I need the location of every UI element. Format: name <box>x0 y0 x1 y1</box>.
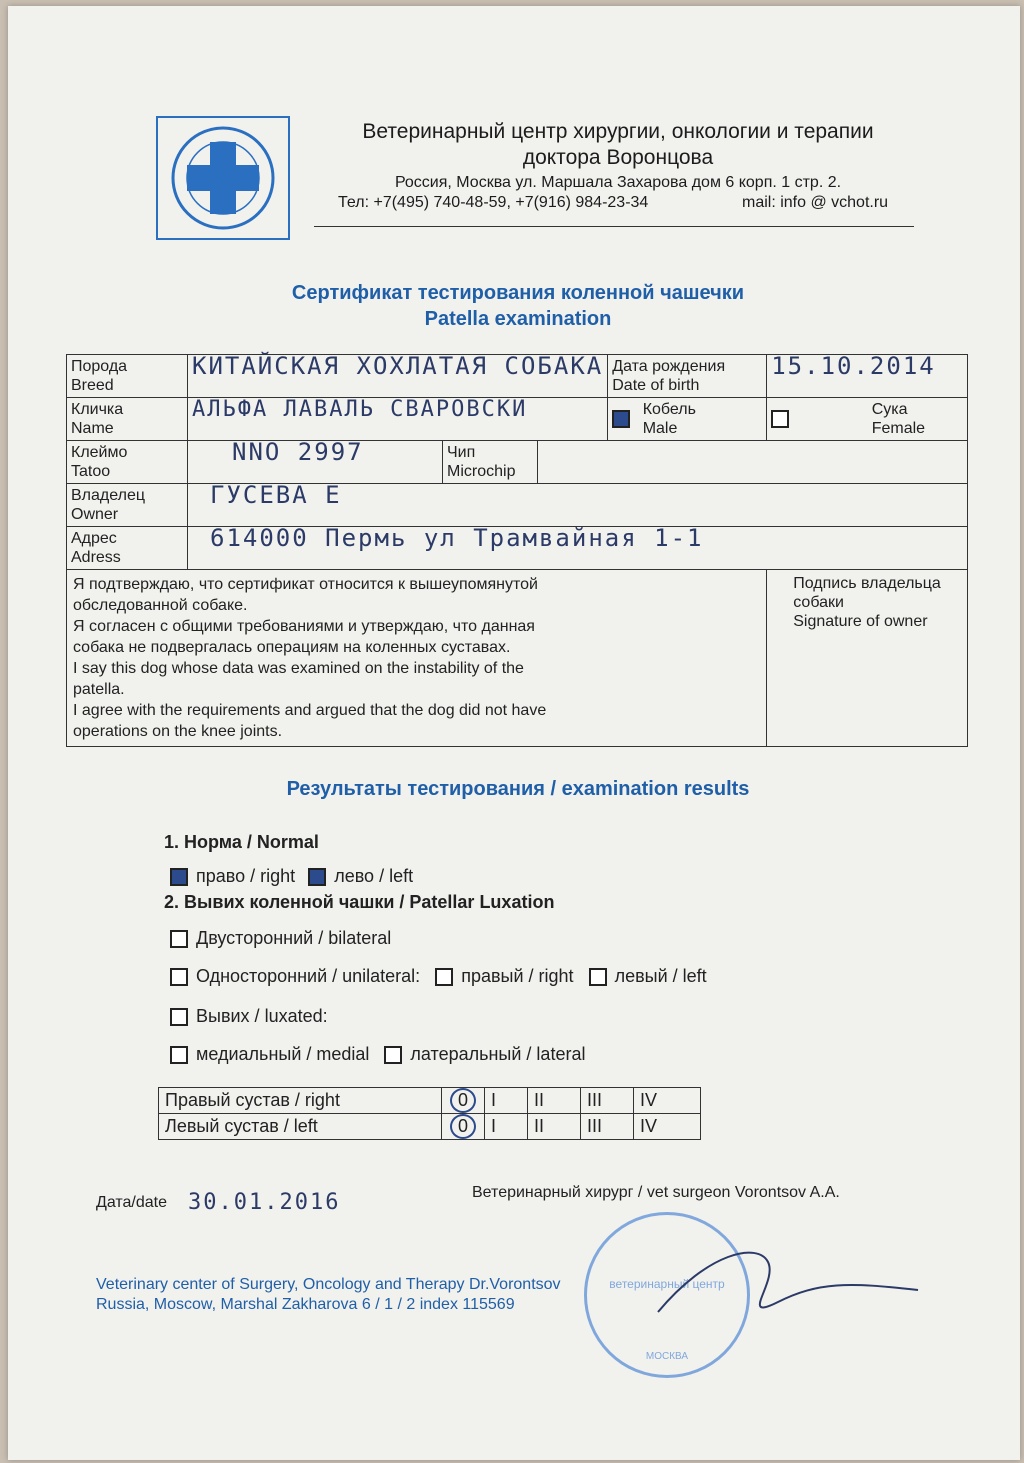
tatoo-value: NNO 2997 <box>232 438 364 466</box>
normal-left-checkbox[interactable] <box>308 868 326 886</box>
clinic-logo <box>156 116 290 240</box>
owner-value: ГУСЕВА Е <box>210 481 342 509</box>
org-address: Россия, Москва ул. Маршала Захарова дом 6 корп. 1 стр. 2. <box>394 174 842 191</box>
name-value: АЛЬФА ЛАВАЛЬ СВАРОВСКИ <box>192 397 528 422</box>
unilateral-left-checkbox[interactable] <box>589 968 607 986</box>
org-phone: Тел: +7(495) 740-48-59, +7(916) 984-23-34 <box>338 194 649 211</box>
footer-address-en: Russia, Moscow, Marshal Zakharova 6 / 1 / 2 index 115569 <box>96 1296 515 1313</box>
luxated-option: Вывих / luxated: <box>170 1006 328 1027</box>
luxated-checkbox[interactable] <box>170 1008 188 1026</box>
dob-value: 15.10.2014 <box>771 352 936 380</box>
unilateral-option: Односторонний / unilateral: правый / right левый / left <box>170 966 707 987</box>
normal-right-label: право / right <box>196 866 296 886</box>
lateral-checkbox[interactable] <box>384 1046 402 1064</box>
grade-0-left[interactable]: 0 <box>442 1114 485 1140</box>
grade-2-right[interactable]: II <box>528 1088 581 1114</box>
dob-value-cell <box>767 352 968 398</box>
grade-3-left[interactable]: III <box>581 1114 634 1140</box>
grade-0-right[interactable]: 0 <box>442 1088 485 1114</box>
owner-signature-cell <box>767 570 968 747</box>
name-value-cell <box>188 398 608 441</box>
unilateral-right-checkbox[interactable] <box>435 968 453 986</box>
grades-row-left <box>159 1114 701 1140</box>
chip-label: Чип Microchip <box>443 441 538 484</box>
owner-statement: Я подтверждаю, что сертификат относится к вышеупомянутой обследованной собаке. Я согласен с общими требованиями и утверждаю, что данная собака не подвергалась операциям на коленных суставах. I say this dog whose data was examined on the instability of the patella. I agree with the requirements and argued that the dog did not have operations on the knee joints. <box>67 570 767 747</box>
signature-label-en: Signature of owner <box>793 613 928 630</box>
owner-value-cell <box>188 481 968 527</box>
grade-2-left[interactable]: II <box>528 1114 581 1140</box>
name-label: Кличка Name <box>67 398 188 441</box>
grade-3-right[interactable]: III <box>581 1088 634 1114</box>
direction-options: медиальный / medial латеральный / lateral <box>170 1044 585 1065</box>
adress-value: 614000 Пермь ул Трамвайная 1-1 <box>210 524 704 552</box>
luxation-heading: 2. Вывих коленной чашки / Patellar Luxation <box>164 892 555 912</box>
results-title: Результаты тестирования / examination results <box>286 778 750 800</box>
signature-label-ru: Подпись владельца собаки <box>793 575 941 611</box>
logo-cross-icon <box>158 118 288 238</box>
grades-left-label: Левый сустав / left <box>159 1114 442 1140</box>
date-label: Дата/date <box>96 1194 168 1211</box>
unilateral-checkbox[interactable] <box>170 968 188 986</box>
adress-label: Адрес Adress <box>67 527 188 570</box>
org-mail: mail: info @ vchot.ru <box>742 194 889 211</box>
certificate-title-ru: Сертификат тестирования коленной чашечки <box>291 282 745 304</box>
tatoo-label: Клеймо Tatoo <box>67 441 188 484</box>
male-cell: Кобель Male <box>608 398 767 441</box>
grade-1-left[interactable]: I <box>485 1114 528 1140</box>
normal-left-label: лево / left <box>334 866 414 886</box>
grade-4-left[interactable]: IV <box>634 1114 701 1140</box>
certificate-title-en: Patella examination <box>424 308 612 330</box>
normal-options <box>170 866 413 887</box>
breed-value-cell <box>188 352 608 398</box>
grade-4-right[interactable]: IV <box>634 1088 701 1114</box>
breed-label: Порода Breed <box>67 355 188 398</box>
dob-label: Дата рождения Date of birth <box>608 355 767 398</box>
tatoo-value-cell <box>188 438 443 484</box>
medial-checkbox[interactable] <box>170 1046 188 1064</box>
female-cell: Сука Female <box>767 398 968 441</box>
footer-center-en: Veterinary center of Surgery, Oncology and Therapy Dr.Vorontsov <box>96 1276 561 1293</box>
owner-label: Владелец Owner <box>67 484 188 527</box>
certificate-sheet <box>8 6 1020 1460</box>
surgeon-signature-icon <box>648 1232 928 1332</box>
normal-right-checkbox[interactable] <box>170 868 188 886</box>
bilateral-option: Двусторонний / bilateral <box>170 928 391 949</box>
org-name-line2: доктора Воронцова <box>522 146 714 169</box>
surgeon-name: Ветеринарный хирург / vet surgeon Vorontsov A.A. <box>472 1184 840 1201</box>
clinic-stamp: ветеринарный центр МОСКВА <box>584 1212 750 1378</box>
normal-heading: 1. Норма / Normal <box>164 832 319 852</box>
grades-table <box>158 1087 701 1140</box>
bilateral-checkbox[interactable] <box>170 930 188 948</box>
grade-1-right[interactable]: I <box>485 1088 528 1114</box>
grades-right-label: Правый сустав / right <box>159 1088 442 1114</box>
male-checkbox[interactable] <box>612 410 630 428</box>
dog-info-table <box>66 354 968 747</box>
header-divider <box>314 226 914 227</box>
female-checkbox[interactable] <box>771 410 789 428</box>
breed-value: КИТАЙСКАЯ ХОХЛАТАЯ СОБАКА <box>192 352 604 380</box>
org-name-line1: Ветеринарный центр хирургии, онкологии и терапии <box>362 120 874 143</box>
chip-value-cell <box>538 441 968 484</box>
grades-row-right <box>159 1088 701 1114</box>
date-value: 30.01.2016 <box>188 1190 341 1215</box>
adress-value-cell <box>188 524 968 570</box>
